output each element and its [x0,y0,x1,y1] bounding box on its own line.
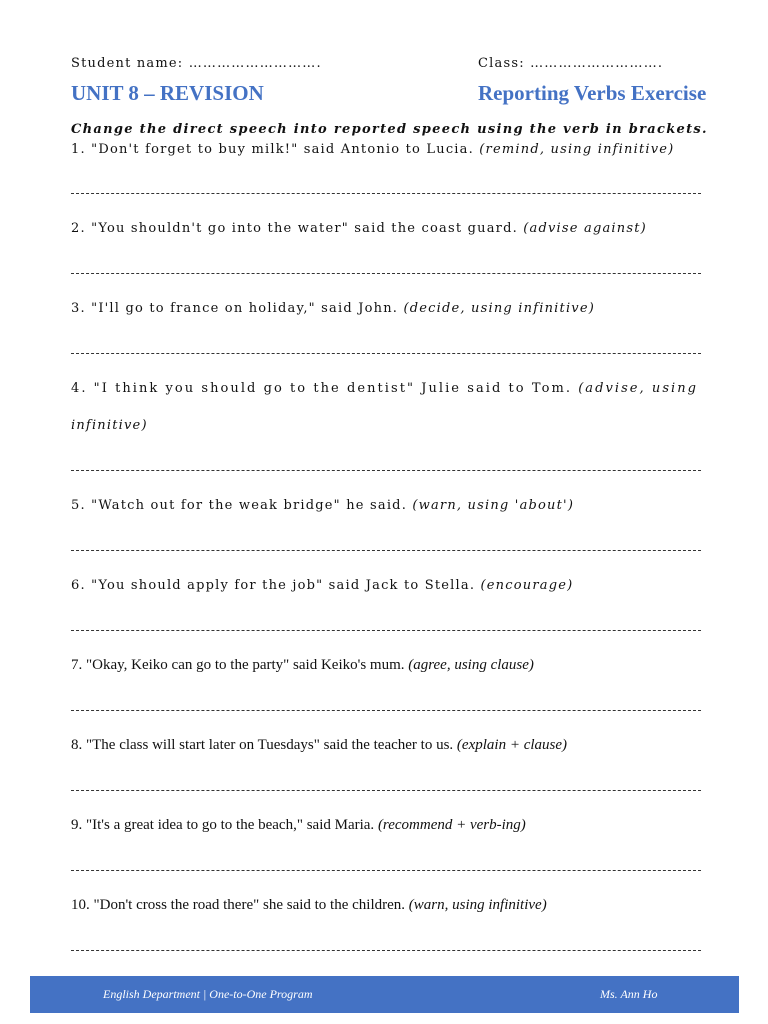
answer-line-2[interactable] [71,273,701,274]
question-4 [71,381,698,396]
question-text: 2. "You shouldn't go into the water" said the coast guard. [71,221,524,236]
question-2 [71,221,647,236]
footer-teacher: Ms. Ann Ho [600,987,658,1001]
question-8 [71,737,567,754]
answer-line-4[interactable] [71,470,701,471]
question-text: 6. "You should apply for the job" said Jack to Stella. [71,578,481,593]
question-text: 9. "It's a great idea to go to the beach," said Maria. [71,817,378,833]
class-field[interactable]: Class: ………………………. [478,56,664,71]
question-text: 3. "I'll go to france on holiday," said John. [71,301,404,316]
question-9 [71,817,526,834]
question-3 [71,301,595,316]
question-hint: (explain + clause) [456,737,568,753]
student-name-field[interactable]: Student name: ………………………. [71,56,322,71]
question-hint: (agree, using clause) [408,657,534,673]
question-hint: (warn, using infinitive) [408,897,547,913]
question-hint: (recommend + verb-ing) [377,817,526,833]
question-text: 5. "Watch out for the weak bridge" he said. [71,498,413,513]
answer-line-7[interactable] [71,710,701,711]
question-hint: (advise, using [578,381,699,396]
question-5 [71,498,574,513]
instruction-text: Change the direct speech into reported speech using the verb in brackets. [71,122,708,137]
question-7 [71,657,534,674]
footer-bar [30,976,739,1013]
unit-title: UNIT 8 – REVISION [71,81,264,105]
question-hint: (remind, using infinitive) [479,142,675,157]
question-4-continued [71,418,148,433]
answer-line-6[interactable] [71,630,701,631]
question-hint: (advise against) [523,221,647,236]
question-text: 4. "I think you should go to the dentist" Julie said to Tom. [71,381,579,396]
question-10 [71,897,547,914]
question-hint: (decide, using infinitive) [403,301,596,316]
answer-line-8[interactable] [71,790,701,791]
answer-line-10[interactable] [71,950,701,951]
question-hint: (warn, using 'about') [412,498,575,513]
question-6 [71,578,573,593]
footer-department: English Department | One-to-One Program [103,987,313,1001]
question-hint-continued: infinitive) [71,418,148,433]
answer-line-3[interactable] [71,353,701,354]
answer-line-9[interactable] [71,870,701,871]
question-text: 7. "Okay, Keiko can go to the party" said Keiko's mum. [71,657,409,673]
question-text: 1. "Don't forget to buy milk!" said Antonio to Lucia. [71,142,480,157]
answer-line-5[interactable] [71,550,701,551]
exercise-title: Reporting Verbs Exercise [478,81,707,105]
question-hint: (encourage) [480,578,574,593]
question-text: 8. "The class will start later on Tuesdays" said the teacher to us. [71,737,457,753]
question-text: 10. "Don't cross the road there" she said to the children. [71,897,409,913]
question-1 [71,142,674,157]
answer-line-1[interactable] [71,193,701,194]
